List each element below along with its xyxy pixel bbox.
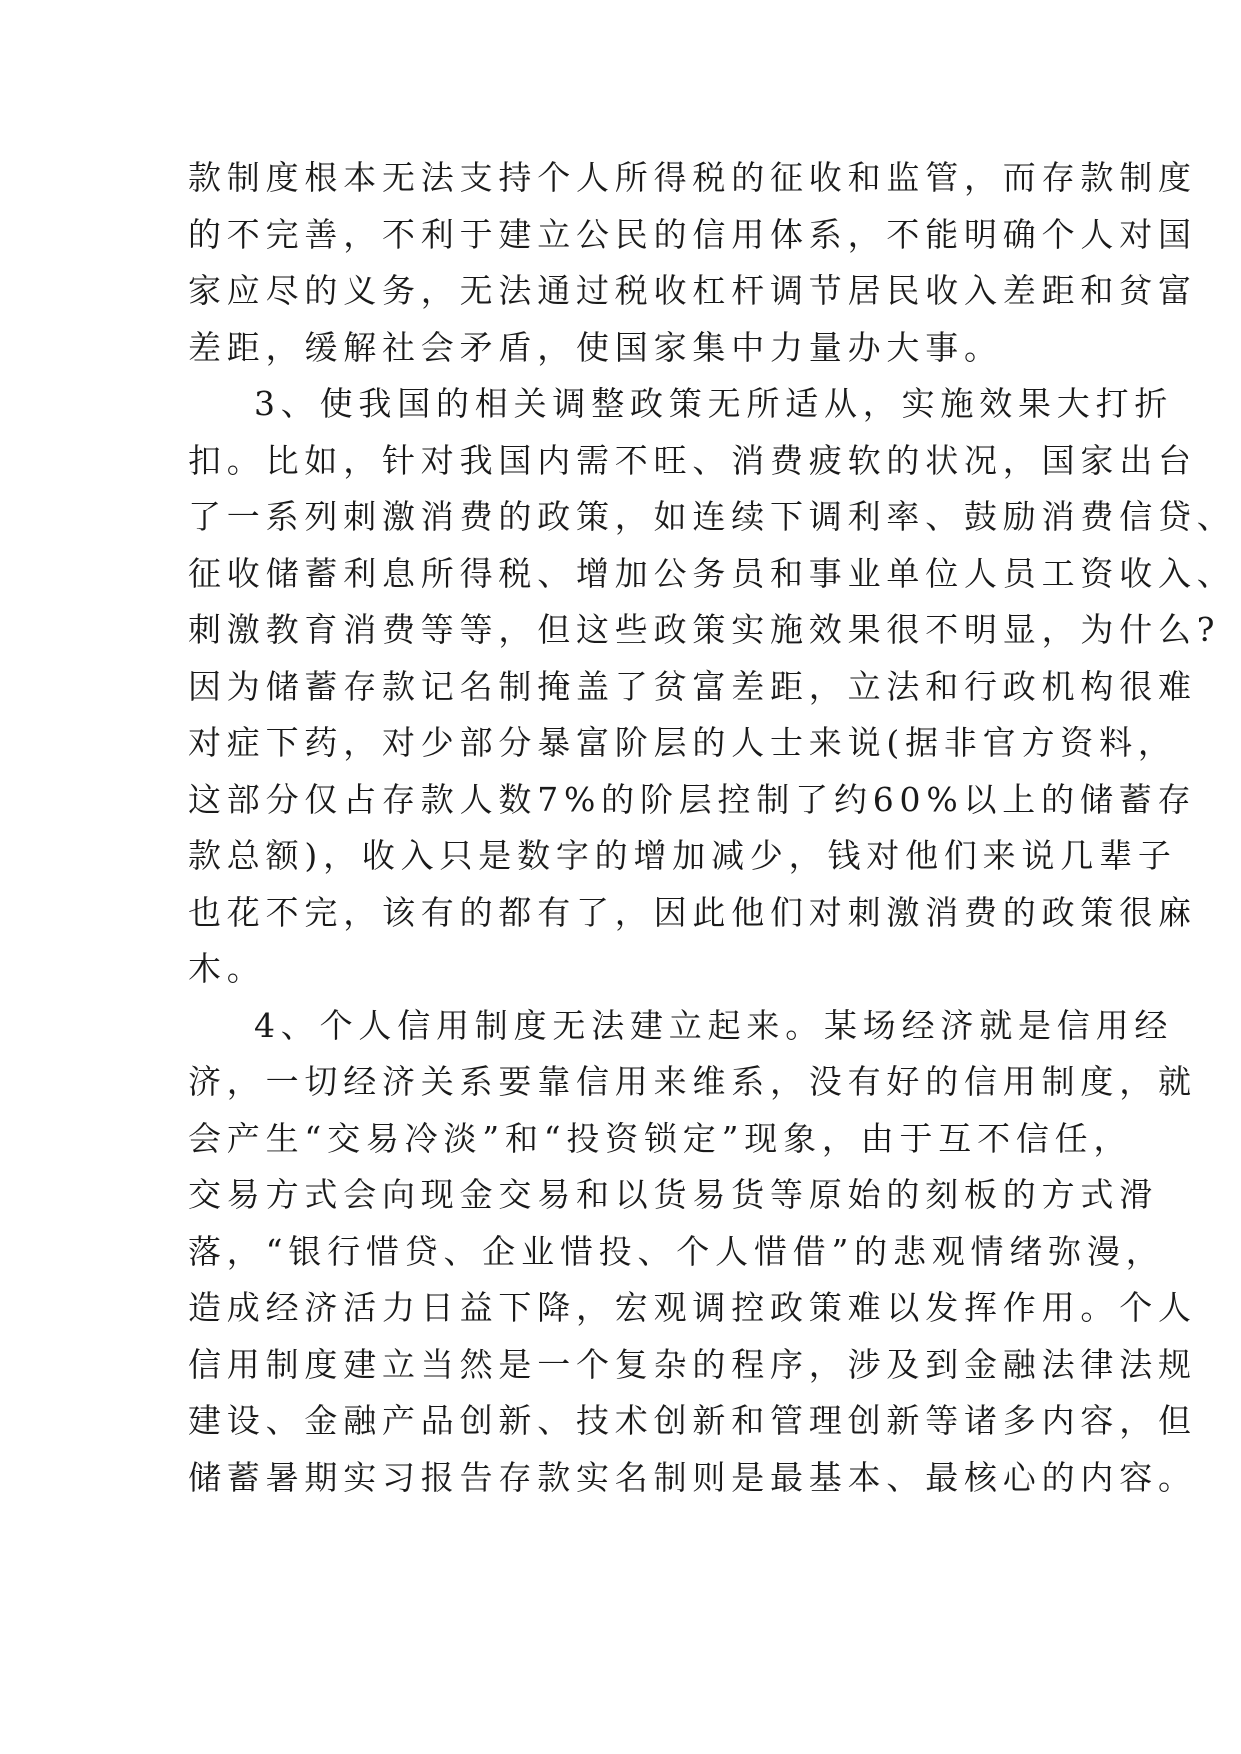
text-line: 4、个人信用制度无法建立起来。某场经济就是信用经: [254, 1005, 1174, 1045]
text-line: 建设、金融产品创新、技术创新和管理创新等诸多内容，但: [188, 1401, 1197, 1440]
text-line: 也花不完，该有的都有了，因此他们对刺激消费的政策很麻: [188, 892, 1197, 932]
text-line: 济，一切经济关系要靠信用来维系，没有好的信用制度，就: [188, 1062, 1197, 1101]
text-line: 交易方式会向现金交易和以货易货等原始的刻板的方式滑: [188, 1175, 1158, 1214]
text-line: 3、使我国的相关调整政策无所适从，实施效果大打折: [254, 384, 1174, 423]
text-line: 木。: [188, 949, 266, 988]
text-line: 储蓄暑期实习报告存款实名制则是最基本、最核心的内容。: [188, 1457, 1197, 1497]
text-line: 款制度根本无法支持个人所得税的征收和监管，而存款制度: [188, 158, 1197, 197]
text-line: 征收储蓄利息所得税、增加公务员和事业单位人员工资收入、: [188, 553, 1236, 593]
paragraph-3: [188, 998, 1197, 1507]
document-body: [188, 150, 1236, 1506]
text-line: 扣。比如，针对我国内需不旺、消费疲软的状况，国家出台: [188, 440, 1197, 480]
text-line: 刺激教育消费等等，但这些政策实施效果很不明显，为什么?: [188, 610, 1221, 649]
text-line: 差距，缓解社会矛盾，使国家集中力量办大事。: [188, 327, 1003, 367]
paragraph-2: [188, 376, 1236, 998]
text-line: 造成经济活力日益下降，宏观调控政策难以发挥作用。个人: [188, 1288, 1197, 1327]
text-line: 的不完善，不利于建立公民的信用体系，不能明确个人对国: [188, 214, 1197, 254]
text-line: 信用制度建立当然是一个复杂的程序，涉及到金融法律法规: [188, 1344, 1197, 1384]
text-line: 款总额)，收入只是数字的增加减少，钱对他们来说几辈子: [188, 836, 1177, 875]
text-line: 会产生“交易冷淡”和“投资锁定”现象，由于互不信任，: [188, 1118, 1133, 1158]
text-line: 因为储蓄存款记名制掩盖了贫富差距，立法和行政机构很难: [188, 666, 1197, 706]
text-line: 了一系列刺激消费的政策，如连续下调利率、鼓励消费信贷、: [188, 497, 1236, 536]
paragraph-1: [188, 150, 1197, 376]
text-line: 对症下药，对少部分暴富阶层的人士来说(据非官方资料，: [188, 723, 1177, 762]
text-line: 这部分仅占存款人数7%的阶层控制了约60%以上的储蓄存: [188, 779, 1197, 819]
text-line: 落，“银行惜贷、企业惜投、个人惜借”的悲观情绪弥漫，: [188, 1231, 1165, 1271]
text-line: 家应尽的义务，无法通过税收杠杆调节居民收入差距和贫富: [188, 271, 1197, 310]
